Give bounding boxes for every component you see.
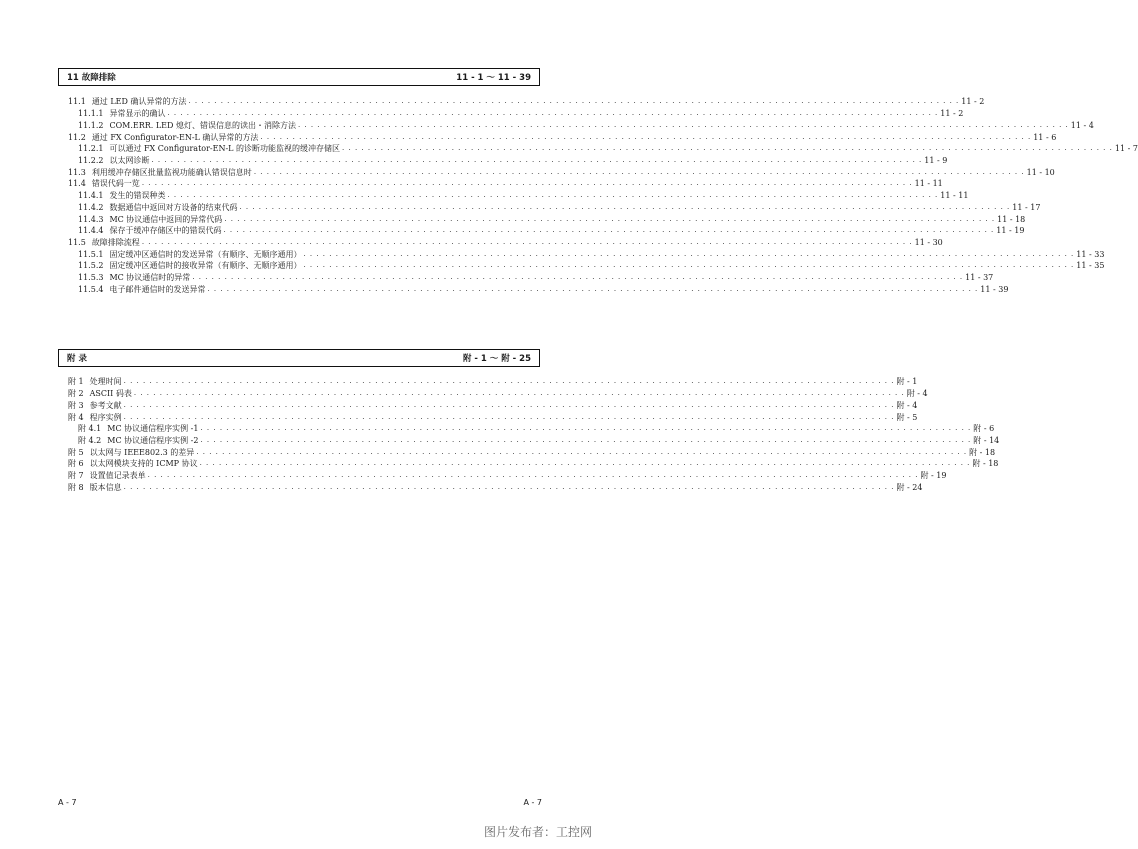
toc-entry-title: 错误代码一览 [91,179,140,189]
toc-entry-number: 附 4 [68,412,84,422]
toc-leader-dots: . . . . . . . . . . . . . . . . . . . . . . . . . . . . . . . . . . . . . . . . . . . . . . . . . . . . . . . . . . . . . . . . . . . . . . . . . . . . . . . . . . . . . . . . . . . . . . . . . . . . . . . . . . . . . . . . . . . . . . . . [199,459,971,468]
toc-entry[interactable] [58,131,1057,143]
toc-entry-number: 11.5.2 [78,261,104,271]
toc-entry[interactable] [58,143,1138,155]
toc-entry[interactable] [58,481,923,493]
toc-entry-title: 以太网诊断 [109,155,150,165]
toc-entry-number: 附 3 [68,400,84,410]
toc-entry-title: 固定缓冲区通信时的接收异常（有顺序、无顺序通用） [109,261,302,271]
toc-entry-page: 11 - 10 [1026,167,1055,177]
toc-entry[interactable] [58,119,1094,131]
toc-entry-page: 11 - 17 [1012,202,1041,212]
toc-entry-number: 11.5.3 [78,273,104,283]
section-header-11 [58,68,540,86]
toc-leader-dots: . . . . . . . . . . . . . . . . . . . . . . . . . . . . . . . . . . . . . . . . . . . . . . . . . . . . . . . . . . . . . . . . . . . . . . . . . . . . . . . . . . . . . . . . . . . . . . . . . . . . . . . . . . . . . . . . . . . . . . . . [239,202,1011,211]
toc-entry-page: 11 - 11 [914,179,943,189]
toc-entry-number: 附 1 [68,377,84,387]
toc-leader-dots: . . . . . . . . . . . . . . . . . . . . . . . . . . . . . . . . . . . . . . . . . . . . . . . . . . . . . . . . . . . . . . . . . . . . . . . . . . . . . . . . . . . . . . . . . . . . . . . . . . . . . . . . . . . . . . . . . . . . . . . . [167,109,939,118]
toc-entry[interactable] [58,376,918,388]
toc-leader-dots: . . . . . . . . . . . . . . . . . . . . . . . . . . . . . . . . . . . . . . . . . . . . . . . . . . . . . . . . . . . . . . . . . . . . . . . . . . . . . . . . . . . . . . . . . . . . . . . . . . . . . . . . . . . . . . . . . . . . . . . . [224,214,996,223]
toc-entry[interactable] [58,213,1026,225]
section-title: 11 故障排除 [67,73,116,83]
toc-entry-number: 11.2.1 [78,144,104,154]
toc-entry-title: 数据通信中返回对方设备的结束代码 [109,202,238,212]
toc-entry[interactable] [58,446,996,458]
toc-leader-dots: . . . . . . . . . . . . . . . . . . . . . . . . . . . . . . . . . . . . . . . . . . . . . . . . . . . . . . . . . . . . . . . . . . . . . . . . . . . . . . . . . . . . . . . . . . . . . . . . . . . . . . . . . . . . . . . . . . . . . . . . [133,389,905,398]
toc-entry[interactable] [58,388,928,400]
toc-entry-title: 通过 FX Configurator-EN-L 确认异常的方法 [91,132,259,142]
toc-entry-number: 11.5.1 [78,249,104,259]
section-header-appendix [58,349,540,367]
toc-entry-title: 设置值记录表单 [89,471,146,481]
footer-page-right: A - 7 [523,798,542,807]
toc-entry-number: 11.2.2 [78,155,104,165]
toc-entry-number: 附 5 [68,447,84,457]
toc-entry-number: 11.1 [68,97,86,107]
toc-entry-number: 附 7 [68,471,84,481]
toc-entry-page: 附 - 18 [969,447,996,457]
toc-entry-number: 11.4.1 [78,191,104,201]
toc-entry-page: 11 - 11 [940,191,969,201]
section-page-range: 附 - 1 ～ 附 - 25 [462,354,531,364]
toc-entry-number: 附 6 [68,459,84,469]
toc-entry[interactable] [58,178,943,190]
toc-entry[interactable] [58,96,985,108]
toc-leader-dots: . . . . . . . . . . . . . . . . . . . . . . . . . . . . . . . . . . . . . . . . . . . . . . . . . . . . . . . . . . . . . . . . . . . . . . . . . . . . . . . . . . . . . . . . . . . . . . . . . . . . . . . . . . . . . . . . . . . . . . . . [123,400,895,409]
toc-leader-dots: . . . . . . . . . . . . . . . . . . . . . . . . . . . . . . . . . . . . . . . . . . . . . . . . . . . . . . . . . . . . . . . . . . . . . . . . . . . . . . . . . . . . . . . . . . . . . . . . . . . . . . . . . . . . . . . . . . . . . . . . [303,249,1075,258]
toc-leader-dots: . . . . . . . . . . . . . . . . . . . . . . . . . . . . . . . . . . . . . . . . . . . . . . . . . . . . . . . . . . . . . . . . . . . . . . . . . . . . . . . . . . . . . . . . . . . . . . . . . . . . . . . . . . . . . . . . . . . . . . . . [260,132,1032,141]
toc-entry[interactable] [58,201,1041,213]
toc-entry-title: 利用缓冲存储区批量监视功能确认错误信息时 [91,167,252,177]
toc-entry-title: 固定缓冲区通信时的发送异常（有顺序、无顺序通用） [109,249,302,259]
toc-entry-number: 附 8 [68,482,84,492]
toc-entry-number: 11.4.3 [78,214,104,224]
toc-entry[interactable] [58,155,948,167]
toc-leader-dots: . . . . . . . . . . . . . . . . . . . . . . . . . . . . . . . . . . . . . . . . . . . . . . . . . . . . . . . . . . . . . . . . . . . . . . . . . . . . . . . . . . . . . . . . . . . . . . . . . . . . . . . . . . . . . . . . . . . . . . . . [342,144,1113,153]
toc-entry-title: 可以通过 FX Configurator-EN-L 的诊断功能监视的缓冲存储区 [109,144,341,154]
toc-entry[interactable] [58,458,999,470]
toc-entry-title: 程序实例 [89,412,122,422]
toc-entry-page: 附 - 4 [906,389,928,399]
toc-leader-dots: . . . . . . . . . . . . . . . . . . . . . . . . . . . . . . . . . . . . . . . . . . . . . . . . . . . . . . . . . . . . . . . . . . . . . . . . . . . . . . . . . . . . . . . . . . . . . . . . . . . . . . . . . . . . . . . . . . . . . . . . [223,226,995,235]
toc-leader-dots: . . . . . . . . . . . . . . . . . . . . . . . . . . . . . . . . . . . . . . . . . . . . . . . . . . . . . . . . . . . . . . . . . . . . . . . . . . . . . . . . . . . . . . . . . . . . . . . . . . . . . . . . . . . . . . . . . . . . . . . . [303,261,1075,270]
toc-entry-title: MC 协议通信时的异常 [109,273,191,283]
toc-entry-title: MC 协议通信程序实例 -2 [107,435,199,445]
toc-list-section-11 [58,96,1138,295]
toc-leader-dots: . . . . . . . . . . . . . . . . . . . . . . . . . . . . . . . . . . . . . . . . . . . . . . . . . . . . . . . . . . . . . . . . . . . . . . . . . . . . . . . . . . . . . . . . . . . . . . . . . . . . . . . . . . . . . . . . . . . . . . . . [192,273,964,282]
toc-entry-page: 附 - 24 [896,482,923,492]
toc-entry-title: ASCII 码表 [89,389,132,399]
toc-entry-page: 11 - 35 [1076,261,1105,271]
toc-entry[interactable] [58,166,1055,178]
toc-entry[interactable] [58,190,969,202]
toc-leader-dots: . . . . . . . . . . . . . . . . . . . . . . . . . . . . . . . . . . . . . . . . . . . . . . . . . . . . . . . . . . . . . . . . . . . . . . . . . . . . . . . . . . . . . . . . . . . . . . . . . . . . . . . . . . . . . . . . . . . . . . . . [123,412,895,421]
toc-entry-page: 11 - 2 [940,109,964,119]
toc-entry-title: 处理时间 [89,377,122,387]
toc-entry-page: 11 - 4 [1070,120,1094,130]
toc-entry-number: 附 2 [68,389,84,399]
toc-entry-page: 11 - 33 [1076,249,1105,259]
section-title: 附 录 [67,354,87,364]
toc-leader-dots: . . . . . . . . . . . . . . . . . . . . . . . . . . . . . . . . . . . . . . . . . . . . . . . . . . . . . . . . . . . . . . . . . . . . . . . . . . . . . . . . . . . . . . . . . . . . . . . . . . . . . . . . . . . . . . . . . . . . . . . . [123,377,895,386]
toc-entry-page: 11 - 39 [980,284,1009,294]
toc-entry-title: 以太网与 IEEE802.3 的差异 [89,447,195,457]
toc-entry-number: 11.4 [68,179,86,189]
toc-entry-page: 11 - 9 [924,155,948,165]
toc-entry-title: 故障排除流程 [91,237,140,247]
toc-entry[interactable] [58,423,995,435]
toc-entry-title: 异常显示的确认 [109,109,166,119]
toc-entry-page: 11 - 30 [914,237,943,247]
toc-entry[interactable] [58,108,964,120]
toc-entry[interactable] [58,435,1000,447]
toc-entry-number: 附 4.1 [78,424,102,434]
toc-leader-dots: . . . . . . . . . . . . . . . . . . . . . . . . . . . . . . . . . . . . . . . . . . . . . . . . . . . . . . . . . . . . . . . . . . . . . . . . . . . . . . . . . . . . . . . . . . . . . . . . . . . . . . . . . . . . . . . . . . . . . . . . [196,447,968,456]
toc-list-appendix [58,376,1000,493]
toc-entry[interactable] [58,411,918,423]
toc-leader-dots: . . . . . . . . . . . . . . . . . . . . . . . . . . . . . . . . . . . . . . . . . . . . . . . . . . . . . . . . . . . . . . . . . . . . . . . . . . . . . . . . . . . . . . . . . . . . . . . . . . . . . . . . . . . . . . . . . . . . . . . . [167,191,939,200]
toc-entry-number: 11.5.4 [78,284,104,294]
toc-entry[interactable] [58,260,1105,272]
toc-leader-dots: . . . . . . . . . . . . . . . . . . . . . . . . . . . . . . . . . . . . . . . . . . . . . . . . . . . . . . . . . . . . . . . . . . . . . . . . . . . . . . . . . . . . . . . . . . . . . . . . . . . . . . . . . . . . . . . . . . . . . . . . [253,167,1025,176]
toc-entry-page: 附 - 14 [973,435,1000,445]
toc-entry-number: 11.3 [68,167,86,177]
section-page-range: 11 - 1 ～ 11 - 39 [456,73,531,83]
toc-entry-title: 以太网模块支持的 ICMP 协议 [89,459,198,469]
toc-entry-number: 11.2 [68,132,86,142]
toc-entry-page: 11 - 37 [965,273,994,283]
toc-entry-title: 保存于缓冲存储区中的错误代码 [109,226,222,236]
toc-leader-dots: . . . . . . . . . . . . . . . . . . . . . . . . . . . . . . . . . . . . . . . . . . . . . . . . . . . . . . . . . . . . . . . . . . . . . . . . . . . . . . . . . . . . . . . . . . . . . . . . . . . . . . . . . . . . . . . . . . . . . . . . [141,179,913,188]
toc-entry-title: COM.ERR. LED 熄灯、错误信息的读出・消除方法 [109,120,296,130]
toc-entry-page: 附 - 6 [973,424,995,434]
footer-page-left: A - 7 [58,798,77,807]
toc-leader-dots: . . . . . . . . . . . . . . . . . . . . . . . . . . . . . . . . . . . . . . . . . . . . . . . . . . . . . . . . . . . . . . . . . . . . . . . . . . . . . . . . . . . . . . . . . . . . . . . . . . . . . . . . . . . . . . . . . . . . . . . . [151,155,923,164]
toc-entry-page: 11 - 18 [997,214,1026,224]
toc-entry[interactable] [58,225,1025,237]
toc-leader-dots: . . . . . . . . . . . . . . . . . . . . . . . . . . . . . . . . . . . . . . . . . . . . . . . . . . . . . . . . . . . . . . . . . . . . . . . . . . . . . . . . . . . . . . . . . . . . . . . . . . . . . . . . . . . . . . . . . . . . . . . . [200,435,972,444]
toc-entry-page: 11 - 19 [996,226,1025,236]
toc-entry-number: 附 4.2 [78,435,102,445]
toc-entry-title: 版本信息 [89,482,122,492]
toc-entry-page: 附 - 1 [896,377,918,387]
toc-leader-dots: . . . . . . . . . . . . . . . . . . . . . . . . . . . . . . . . . . . . . . . . . . . . . . . . . . . . . . . . . . . . . . . . . . . . . . . . . . . . . . . . . . . . . . . . . . . . . . . . . . . . . . . . . . . . . . . . . . . . . . . . [147,471,919,480]
toc-entry-title: 参考文献 [89,400,122,410]
toc-leader-dots: . . . . . . . . . . . . . . . . . . . . . . . . . . . . . . . . . . . . . . . . . . . . . . . . . . . . . . . . . . . . . . . . . . . . . . . . . . . . . . . . . . . . . . . . . . . . . . . . . . . . . . . . . . . . . . . . . . . . . . . . [141,237,913,246]
toc-entry-page: 11 - 7 [1114,144,1138,154]
toc-entry-title: 电子邮件通信时的发送异常 [109,284,206,294]
watermark: 图片发布者：工控网 [483,825,592,839]
toc-entry[interactable] [58,470,947,482]
toc-entry[interactable] [58,237,943,249]
toc-entry-number: 11.4.2 [78,202,104,212]
toc-entry-page: 附 - 5 [896,412,918,422]
toc-leader-dots: . . . . . . . . . . . . . . . . . . . . . . . . . . . . . . . . . . . . . . . . . . . . . . . . . . . . . . . . . . . . . . . . . . . . . . . . . . . . . . . . . . . . . . . . . . . . . . . . . . . . . . . . . . . . . . . . . . . . . . . . [297,120,1069,129]
toc-entry-number: 11.1.2 [78,120,104,130]
toc-entry-title: 发生的错误种类 [109,191,166,201]
toc-entry-page: 附 - 18 [972,459,999,469]
toc-entry-page: 11 - 6 [1033,132,1057,142]
toc-entry-number: 11.4.4 [78,226,104,236]
toc-entry[interactable] [58,284,1009,296]
toc-entry-number: 11.5 [68,237,86,247]
toc-entry-title: 通过 LED 确认异常的方法 [91,97,187,107]
toc-leader-dots: . . . . . . . . . . . . . . . . . . . . . . . . . . . . . . . . . . . . . . . . . . . . . . . . . . . . . . . . . . . . . . . . . . . . . . . . . . . . . . . . . . . . . . . . . . . . . . . . . . . . . . . . . . . . . . . . . . . . . . . . [123,482,895,491]
toc-entry-page: 11 - 2 [961,97,985,107]
toc-entry[interactable] [58,399,918,411]
toc-entry-number: 11.1.1 [78,109,104,119]
toc-entry[interactable] [58,248,1105,260]
toc-entry-title: MC 协议通信中返回的异常代码 [109,214,223,224]
toc-entry[interactable] [58,272,994,284]
toc-entry-title: MC 协议通信程序实例 -1 [107,424,199,434]
toc-entry-page: 附 - 19 [920,471,947,481]
toc-entry-page: 附 - 4 [896,400,918,410]
toc-leader-dots: . . . . . . . . . . . . . . . . . . . . . . . . . . . . . . . . . . . . . . . . . . . . . . . . . . . . . . . . . . . . . . . . . . . . . . . . . . . . . . . . . . . . . . . . . . . . . . . . . . . . . . . . . . . . . . . . . . . . . . . . [207,284,979,293]
toc-leader-dots: . . . . . . . . . . . . . . . . . . . . . . . . . . . . . . . . . . . . . . . . . . . . . . . . . . . . . . . . . . . . . . . . . . . . . . . . . . . . . . . . . . . . . . . . . . . . . . . . . . . . . . . . . . . . . . . . . . . . . . . . [200,424,972,433]
toc-leader-dots: . . . . . . . . . . . . . . . . . . . . . . . . . . . . . . . . . . . . . . . . . . . . . . . . . . . . . . . . . . . . . . . . . . . . . . . . . . . . . . . . . . . . . . . . . . . . . . . . . . . . . . . . . . . . . . . . . . . . . . . . [188,97,960,106]
